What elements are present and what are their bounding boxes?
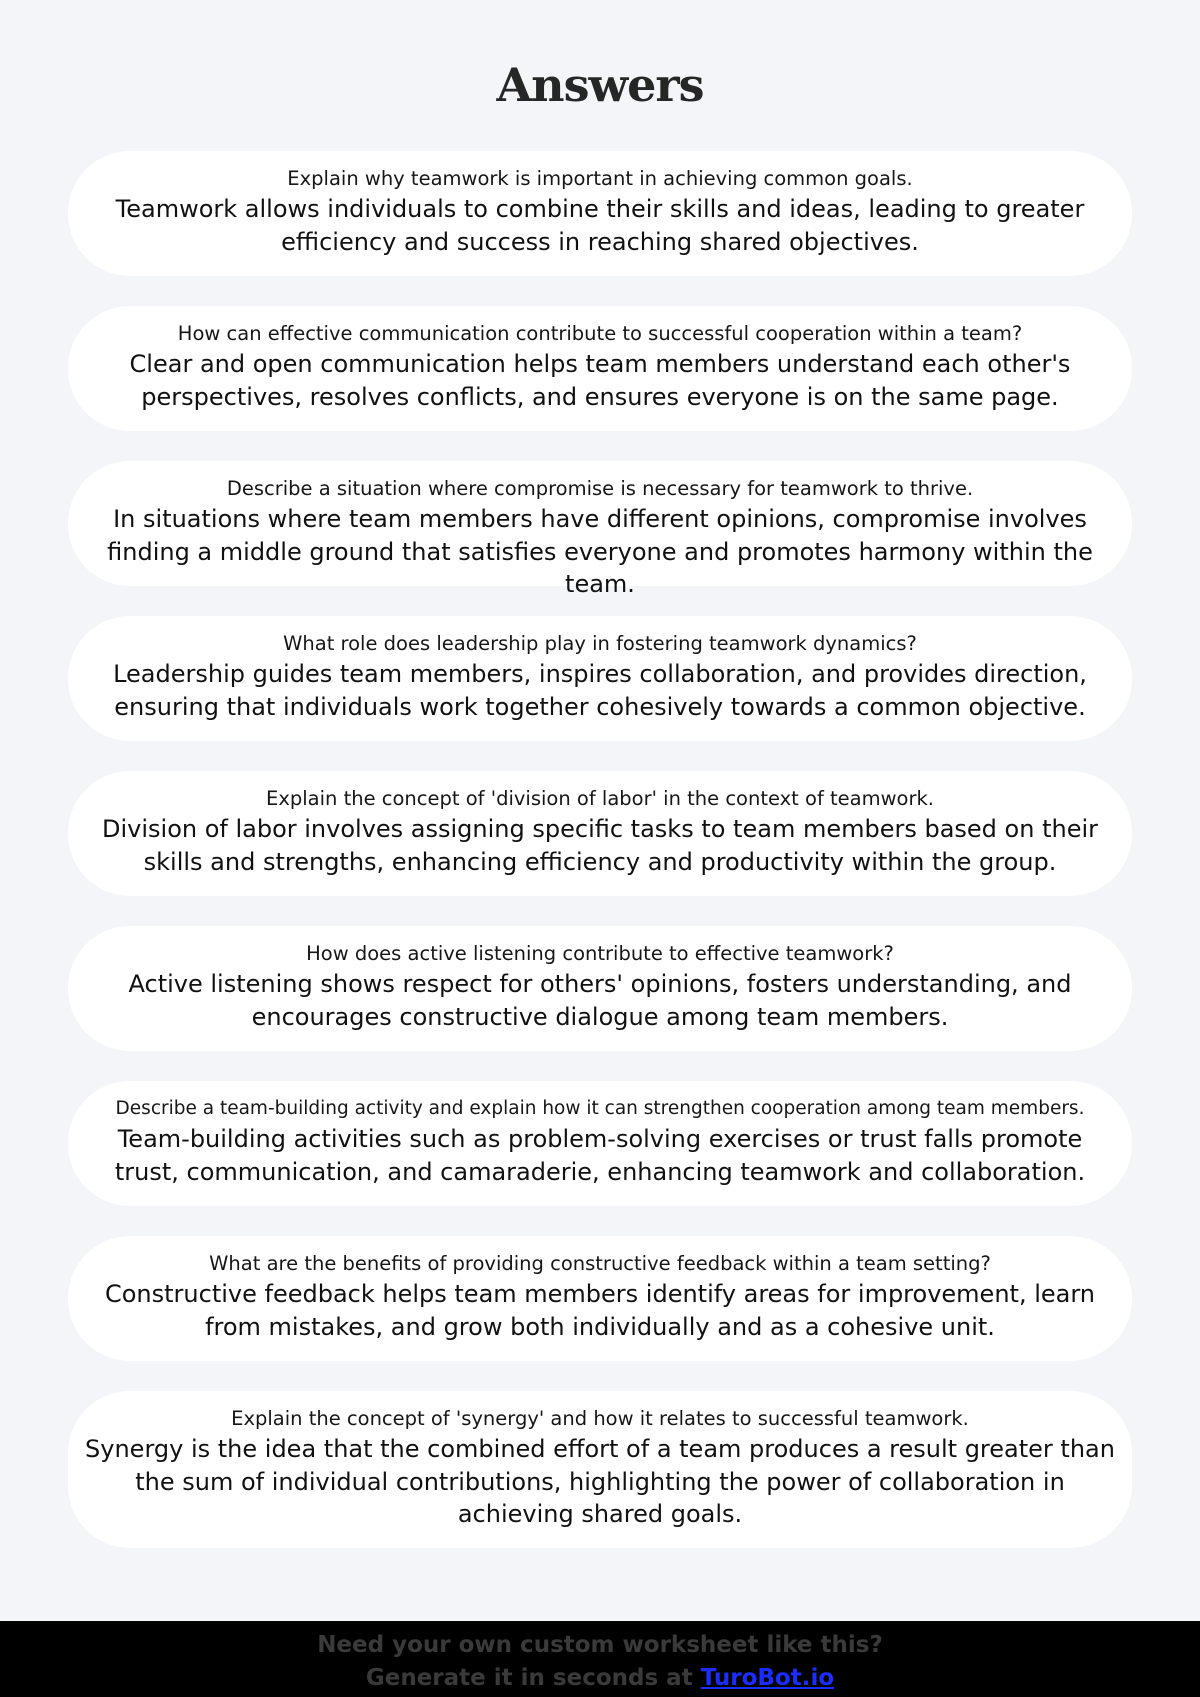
answer-card [68, 1391, 1132, 1548]
footer-line-1: Need your own custom worksheet like this? [317, 1632, 883, 1658]
footer-line-2 [0, 1662, 1200, 1695]
question-text: Explain why teamwork is important in achieving common goals. [287, 167, 913, 190]
question-text: Describe a situation where compromise is necessary for teamwork to thrive. [226, 477, 974, 500]
answer-card [68, 306, 1132, 431]
answer-card [68, 151, 1132, 276]
answer-text: Constructive feedback helps team members identify areas for improvement, learn from mistakes, and grow both individually and as a cohesive unit. [104, 1280, 1095, 1341]
question-text: How can effective communication contribute to successful cooperation within a team? [177, 322, 1023, 345]
answer-card [68, 616, 1132, 741]
answer-text: Leadership guides team members, inspires collaboration, and provides direction, ensuring that individuals work together cohesively towards a common objective. [113, 660, 1087, 721]
question-text: What are the benefits of providing constructive feedback within a team setting? [209, 1252, 991, 1275]
answer-card [68, 771, 1132, 896]
question-text: Describe a team-building activity and explain how it can strengthen cooperation among team members. [115, 1098, 1085, 1119]
answer-text: Teamwork allows individuals to combine their skills and ideas, leading to greater efficiency and success in reaching shared objectives. [115, 195, 1085, 256]
answer-text: Division of labor involves assigning specific tasks to team members based on their skills and strengths, enhancing efficiency and productivity within the group. [102, 815, 1098, 876]
answer-card [68, 461, 1132, 598]
answer-card [68, 1236, 1132, 1361]
answer-list [68, 151, 1132, 1578]
answer-text: Team-building activities such as problem-solving exercises or trust falls promote trust, communication, and camaraderie, enhancing teamwork and collaboration. [114, 1125, 1086, 1186]
question-text: Explain the concept of 'division of labor' in the context of teamwork. [266, 787, 934, 810]
footer-prefix: Generate it in seconds at [365, 1665, 701, 1691]
answer-text: In situations where team members have different opinions, compromise involves finding a middle ground that satisfies everyone and promotes harmony within the team. [107, 505, 1093, 598]
answer-text: Synergy is the idea that the combined effort of a team produces a result greater than the sum of individual contributions, highlighting the power of collaboration in achieving shared goals. [85, 1435, 1115, 1528]
answer-card [68, 1081, 1132, 1206]
answer-text: Clear and open communication helps team members understand each other's perspectives, resolves conflicts, and ensures everyone is on the same page. [129, 350, 1071, 411]
promo-footer [0, 1621, 1200, 1697]
turobot-link[interactable]: TuroBot.io [700, 1665, 835, 1691]
page-title: Answers [496, 58, 704, 112]
question-text: How does active listening contribute to effective teamwork? [306, 942, 894, 965]
answer-card [68, 926, 1132, 1051]
question-text: Explain the concept of 'synergy' and how it relates to successful teamwork. [231, 1407, 969, 1430]
answer-text: Active listening shows respect for others' opinions, fosters understanding, and encourages constructive dialogue among team members. [128, 970, 1072, 1031]
question-text: What role does leadership play in fostering teamwork dynamics? [283, 632, 917, 655]
